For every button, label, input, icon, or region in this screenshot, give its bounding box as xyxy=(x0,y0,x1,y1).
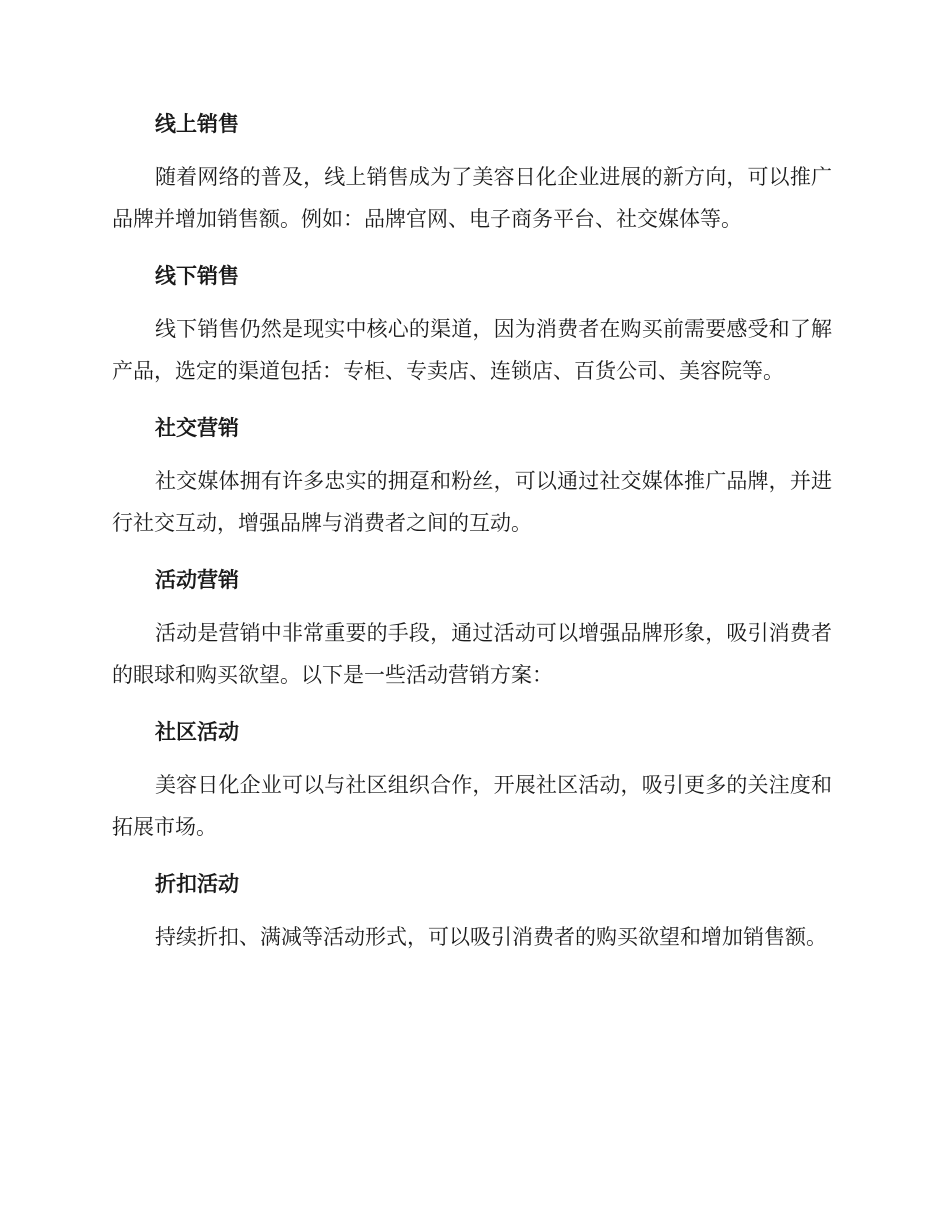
section-social-marketing xyxy=(112,408,832,544)
section-heading: 活动营销 xyxy=(155,568,239,592)
section-paragraph: 随着网络的普及，线上销售成为了美容日化企业进展的新方向，可以推广品牌并增加销售额。例如：品牌官网、电子商务平台、社交媒体等。 xyxy=(112,165,832,231)
document-page xyxy=(112,104,832,958)
section-paragraph: 持续折扣、满减等活动形式，可以吸引消费者的购买欲望和增加销售额。 xyxy=(155,925,827,949)
section-heading: 社区活动 xyxy=(155,720,239,744)
section-heading: 社交营销 xyxy=(155,416,239,440)
section-paragraph: 线下销售仍然是现实中核心的渠道，因为消费者在购买前需要感受和了解产品，选定的渠道包括：专柜、专卖店、连锁店、百货公司、美容院等。 xyxy=(112,317,832,383)
section-online-sales xyxy=(112,104,832,240)
section-community-events xyxy=(112,712,832,848)
section-event-marketing xyxy=(112,560,832,696)
section-paragraph: 活动是营销中非常重要的手段，通过活动可以增强品牌形象，吸引消费者的眼球和购买欲望。以下是一些活动营销方案： xyxy=(112,621,832,687)
section-heading: 线上销售 xyxy=(155,112,239,136)
section-heading: 折扣活动 xyxy=(155,872,239,896)
section-offline-sales xyxy=(112,256,832,392)
section-heading: 线下销售 xyxy=(155,264,239,288)
section-paragraph: 美容日化企业可以与社区组织合作，开展社区活动，吸引更多的关注度和拓展市场。 xyxy=(112,773,832,839)
section-discount-events xyxy=(112,864,832,958)
section-paragraph: 社交媒体拥有许多忠实的拥趸和粉丝，可以通过社交媒体推广品牌，并进行社交互动，增强品牌与消费者之间的互动。 xyxy=(112,469,832,535)
